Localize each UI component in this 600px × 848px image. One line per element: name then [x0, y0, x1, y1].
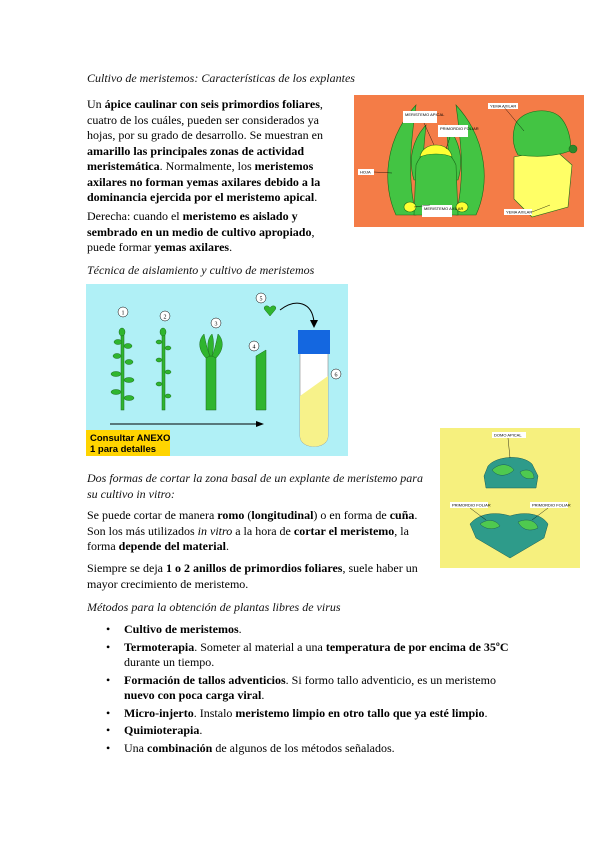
method-item-adventitious-shoots: • Formación de tallos adventicios. Si formo tallo adventicio, es un meristemo nuevo con poca carga viral.	[104, 673, 524, 704]
anexo-note-line2: 1 para detalles	[90, 444, 157, 455]
label-primordio-foliar-left: PRIMORDIO FOLIAR	[452, 502, 491, 508]
label-meristemo-axilar: MERISTEMO AXILAR	[424, 206, 464, 211]
tube-cap	[298, 330, 330, 354]
paragraph-apex-description: Un ápice caulinar con seis primordios foliares, cuatro de los cuáles, pueden ser considerados ya hojas, por su grado de desarrollo. Se muestran en amarillo las principales zonas de actividad meristemática. Normalmente, los meristemos axilares no forman yemas axilares debido a la dominancia ejercida por el meristemo apical.	[87, 97, 323, 204]
section-heading-isolation: Técnica de aislamiento y cultivo de meristemos	[87, 263, 315, 277]
cut-forms-heading-line1: Dos formas de cortar la zona basal de un explante de meristemo para	[87, 471, 423, 485]
label-primordio-foliar-right: PRIMORDIO FOLIAR	[532, 502, 571, 508]
method-item-combination: • Una combinación de algunos de los métodos señalados.	[104, 741, 524, 757]
method-item-thermotherapy: • Termoterapia. Someter al material a una temperatura de por encima de 35ºC durante un tiempo.	[104, 640, 524, 671]
method-item-micrografting: • Micro-injerto. Instalo meristemo limpio en otro tallo que ya esté limpio.	[104, 706, 524, 722]
section-heading-explants: Cultivo de meristemos: Características de los explantes	[87, 71, 355, 85]
step-number-3: 3	[214, 321, 218, 328]
step-number-6: 6	[334, 372, 338, 379]
label-yema-axilar-bottom: YEMA AXILAR	[506, 209, 533, 215]
blunt-cut-explant	[484, 457, 538, 488]
label-meristemo-apical: MERISTEMO APICAL	[405, 112, 445, 117]
paragraph-leaf-rings: Siempre se deja 1 o 2 anillos de primordios foliares, suele haber un mayor crecimiento de meristemo.	[87, 561, 418, 591]
method-item-meristem-culture: • Cultivo de meristemos.	[104, 622, 524, 638]
label-primordio-foliar: PRIMORDIO FOLIAR	[440, 126, 479, 131]
method-item-chemotherapy: • Quimioterapia.	[104, 723, 524, 739]
label-yema-axilar-top: YEMA AXILAR	[490, 103, 517, 109]
virus-free-methods-list	[104, 622, 524, 758]
paragraph-cut-forms: Se puede cortar de manera romo (longitudinal) o en forma de cuña. Son los más utilizados in vitro a la hora de cortar el meristemo, la forma depende del material.	[87, 508, 418, 553]
culture-tube	[298, 330, 330, 447]
cut-types-figure	[440, 428, 580, 568]
plant-step-4	[256, 350, 266, 410]
section-heading-cut-forms	[87, 471, 437, 502]
paragraph-isolated-meristem: Derecha: cuando el meristemo es aislado y sembrado en un medio de cultivo apropiado, puede formar yemas axilares.	[87, 209, 315, 254]
label-hoja: HOJA	[360, 169, 371, 175]
axillary-bud-dot	[569, 145, 577, 153]
section-heading-virus-free: Métodos para la obtención de plantas libres de virus	[87, 600, 341, 614]
apex-stem	[414, 147, 458, 215]
step-number-1: 1	[121, 310, 125, 317]
shoot-apex-figure	[354, 95, 584, 227]
isolated-meristem-yellow	[514, 149, 572, 217]
step-number-2: 2	[163, 314, 167, 321]
cut-forms-heading-line2: su cultivo in vitro:	[87, 486, 175, 501]
isolation-technique-figure	[86, 284, 348, 456]
step-number-5: 5	[259, 296, 263, 303]
anexo-note-line1: Consultar ANEXO	[90, 433, 171, 444]
step-number-4: 4	[252, 344, 256, 351]
label-domo-apical: DOMO APICAL	[494, 432, 522, 438]
